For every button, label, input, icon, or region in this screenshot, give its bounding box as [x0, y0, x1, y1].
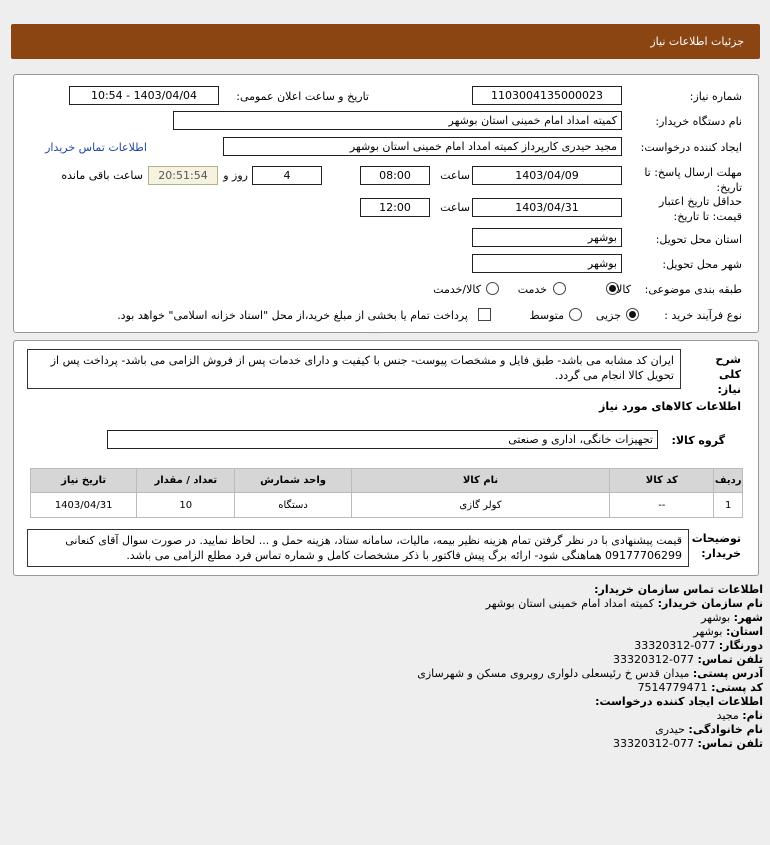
category-goods-service-radio[interactable] — [486, 282, 499, 295]
contact-last-name: نام خانوادگی: حیدری — [655, 723, 763, 736]
buyer-org-field: کمیته امداد امام خمینی استان بوشهر — [173, 111, 622, 130]
page-title: جزئیات اطلاعات نیاز — [650, 35, 744, 48]
description-text: ایران کد مشابه می باشد- طبق فایل و مشخصات پیوست- جنس با کیفیت و دارای خدمات پس از فروش الزامی می باشد- پرداخت پس از تحویل کالا انجام می گردد. — [27, 349, 681, 389]
contact-phone: تلفن تماس: 077-33320312 — [613, 653, 763, 666]
category-label: طبقه بندی موضوعی: — [644, 283, 742, 296]
col-qty-header: تعداد / مقدار — [137, 469, 235, 493]
contact-fax: دورنگار: 077-33320312 — [634, 639, 763, 652]
reply-date-field: 1403/04/09 — [472, 166, 622, 185]
buyer-org-label: نام دستگاه خریدار: — [655, 115, 742, 128]
cell-code: -- — [610, 493, 714, 518]
validity-time-field: 12:00 — [360, 198, 430, 217]
cell-unit: دستگاه — [235, 493, 351, 518]
contact-province: استان: بوشهر — [693, 625, 763, 638]
col-row-header: ردیف — [714, 469, 743, 493]
need-number-label: شماره نیاز: — [689, 90, 742, 103]
cell-date: 1403/04/31 — [31, 493, 137, 518]
city-field: بوشهر — [472, 254, 622, 273]
treasury-payment-checkbox[interactable] — [478, 308, 491, 321]
description-label: شرح کلی نیاز: — [715, 353, 741, 396]
col-unit-header: واحد شمارش — [235, 469, 351, 493]
validity-label: حداقل تاریخ اعتبار قیمت: تا تاریخ: — [658, 195, 742, 223]
reply-deadline-label: مهلت ارسال پاسخ: تا تاریخ: — [644, 166, 742, 194]
contact-address: آدرس پستی: میدان قدس خ رئیسعلی دلواری روبروی مسکن و شهرسازی — [417, 667, 763, 680]
treasury-payment-note: پرداخت تمام یا بخشی از مبلغ خرید،از محل "اسناد خزانه اسلامی" خواهد بود. — [117, 309, 468, 322]
process-medium-label: متوسط — [529, 309, 564, 322]
days-label: روز و — [223, 169, 248, 182]
process-minor-radio[interactable] — [626, 308, 639, 321]
table-row — [31, 493, 743, 518]
contact-city: شهر: بوشهر — [701, 611, 763, 624]
buyer-contact-link[interactable]: اطلاعات تماس خریدار — [45, 141, 147, 154]
col-name-header: نام کالا — [351, 469, 609, 493]
contact-postal: کد پستی: 7514779471 — [637, 681, 763, 694]
validity-date-field: 1403/04/31 — [472, 198, 622, 217]
creator-label: ایجاد کننده درخواست: — [640, 141, 742, 154]
col-code-header: کد کالا — [610, 469, 714, 493]
remaining-time-field: 20:51:54 — [148, 166, 218, 185]
announce-label: تاریخ و ساعت اعلان عمومی: — [236, 90, 369, 103]
category-goods-label: کالا — [616, 283, 631, 296]
process-medium-radio[interactable] — [569, 308, 582, 321]
goods-group-field: تجهیزات خانگی، اداری و صنعتی — [107, 430, 658, 449]
creator-field: مجید حیدری کارپرداز کمیته امداد امام خمینی استان بوشهر — [223, 137, 622, 156]
contact-creator-phone: تلفن تماس: 077-33320312 — [613, 737, 763, 750]
col-date-header: تاریخ نیاز — [31, 469, 137, 493]
cell-row: 1 — [714, 493, 743, 518]
goods-section-title: اطلاعات کالاهای مورد نیاز — [599, 400, 741, 413]
table-header-row — [31, 469, 743, 493]
goods-table — [30, 468, 743, 518]
announce-field: 1403/04/04 - 10:54 — [69, 86, 219, 105]
process-minor-label: جزیی — [595, 309, 621, 322]
category-service-radio[interactable] — [553, 282, 566, 295]
validity-time-label: ساعت — [440, 201, 470, 214]
page-header — [11, 24, 760, 59]
process-label: نوع فرآیند خرید : — [664, 309, 742, 322]
cell-name: کولر گازی — [351, 493, 609, 518]
reply-time-field: 08:00 — [360, 166, 430, 185]
remaining-time-label: ساعت باقی مانده — [61, 169, 143, 182]
days-remaining-field: 4 — [252, 166, 322, 185]
cell-qty: 10 — [137, 493, 235, 518]
province-label: استان محل تحویل: — [655, 233, 742, 246]
need-number-field: 1103004135000023 — [472, 86, 622, 105]
category-service-label: خدمت — [517, 283, 547, 296]
goods-group-label: گروه کالا: — [671, 434, 725, 447]
contact-buyer-title: اطلاعات تماس سازمان خریدار: — [594, 583, 763, 596]
category-goods-service-label: کالا/خدمت — [433, 283, 481, 296]
reply-time-label: ساعت — [440, 169, 470, 182]
contact-org: نام سازمان خریدار: کمیته امداد امام خمینی استان بوشهر — [485, 597, 763, 610]
province-field: بوشهر — [472, 228, 622, 247]
contact-first-name: نام: مجید — [716, 709, 763, 722]
buyer-notes-text: قیمت پیشنهادی با در نظر گرفتن تمام هزینه نظیر بیمه، مالیات، سامانه ستاد، هزینه حمل و ... لحاظ نمایید. در صورت سوال آقای کنعانی 09177706299 هماهنگی شود- ارائه برگ پیش فاکتور با ذکر مشخصات کامل و شماره تماس فرد مطلع الزامی می باشد. — [27, 529, 689, 567]
contact-creator-title: اطلاعات ایجاد کننده درخواست: — [595, 695, 763, 708]
buyer-notes-label: توضیحات خریدار: — [691, 532, 741, 560]
city-label: شهر محل تحویل: — [662, 258, 742, 271]
